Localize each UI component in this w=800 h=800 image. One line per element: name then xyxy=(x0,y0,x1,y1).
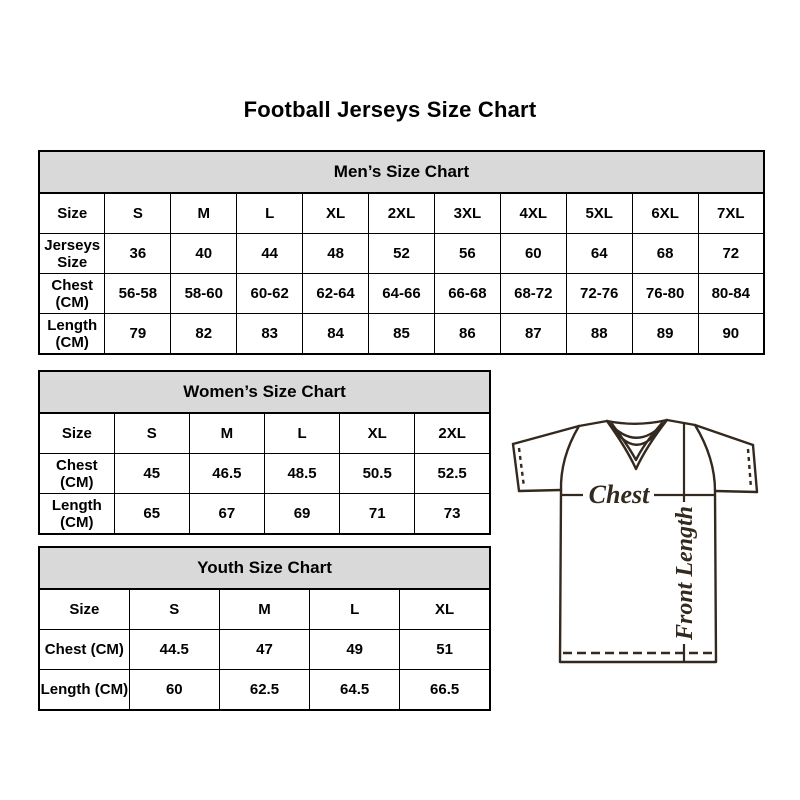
table-row xyxy=(39,630,490,670)
size-cell: XL xyxy=(400,589,490,630)
row-label: Chest (CM) xyxy=(39,630,129,670)
size-cell: 44 xyxy=(237,234,303,274)
size-cell: S xyxy=(114,413,189,454)
size-cell: 46.5 xyxy=(189,454,264,494)
size-cell: 72-76 xyxy=(566,274,632,314)
size-cell: 64.5 xyxy=(310,670,400,711)
front-length-measure-label: Front Length xyxy=(671,505,698,641)
size-cell: 36 xyxy=(105,234,171,274)
size-cell: 40 xyxy=(171,234,237,274)
row-label: Size xyxy=(39,413,114,454)
left-sleeve-top xyxy=(513,421,607,444)
right-cuff-stitch-line xyxy=(748,449,751,488)
size-cell: 66.5 xyxy=(400,670,490,711)
size-cell: 56 xyxy=(434,234,500,274)
row-label: Size xyxy=(39,589,129,630)
size-cell: M xyxy=(189,413,264,454)
size-cell: 3XL xyxy=(434,193,500,234)
left-armhole-seam xyxy=(561,426,579,491)
size-cell: 47 xyxy=(219,630,309,670)
size-cell: 62-64 xyxy=(303,274,369,314)
size-cell: 64 xyxy=(566,234,632,274)
size-cell: L xyxy=(264,413,339,454)
size-cell: S xyxy=(105,193,171,234)
size-cell: XL xyxy=(340,413,415,454)
size-cell: 72 xyxy=(698,234,764,274)
right-sleeve-top xyxy=(667,420,753,445)
size-cell: 67 xyxy=(189,494,264,535)
size-cell: 66-68 xyxy=(434,274,500,314)
jersey-measurement-diagram-icon xyxy=(505,413,770,670)
size-cell: 86 xyxy=(434,314,500,355)
men-table-title: Men’s Size Chart xyxy=(39,151,764,193)
mens-size-table xyxy=(38,150,765,355)
size-cell: 69 xyxy=(264,494,339,535)
row-label: Size xyxy=(39,193,105,234)
table-row xyxy=(39,454,490,494)
size-cell: 45 xyxy=(114,454,189,494)
size-cell: 48.5 xyxy=(264,454,339,494)
page-title: Football Jerseys Size Chart xyxy=(243,97,537,122)
size-cell: 50.5 xyxy=(340,454,415,494)
size-cell: 62.5 xyxy=(219,670,309,711)
size-cell: 87 xyxy=(500,314,566,355)
size-cell: 85 xyxy=(369,314,435,355)
table-row xyxy=(39,670,490,711)
size-cell: 84 xyxy=(303,314,369,355)
size-cell: 68 xyxy=(632,234,698,274)
size-cell: 60 xyxy=(500,234,566,274)
right-cuff-edge xyxy=(753,445,757,492)
right-armhole-seam xyxy=(695,425,715,491)
table-row xyxy=(39,274,764,314)
size-cell: 64-66 xyxy=(369,274,435,314)
size-cell: 60 xyxy=(129,670,219,711)
table-row xyxy=(39,494,490,535)
size-cell: L xyxy=(237,193,303,234)
chest-measure-label: Chest xyxy=(588,480,650,509)
size-cell: 52.5 xyxy=(415,454,490,494)
left-sleeve-bottom xyxy=(519,490,561,491)
women-table-header-row xyxy=(39,371,490,413)
size-cell: L xyxy=(310,589,400,630)
size-cell: 48 xyxy=(303,234,369,274)
table-row xyxy=(39,234,764,274)
row-label: Length (CM) xyxy=(39,494,114,535)
size-cell: 60-62 xyxy=(237,274,303,314)
left-cuff-stitch-line xyxy=(519,448,524,487)
size-cell: 88 xyxy=(566,314,632,355)
table-row xyxy=(39,589,490,630)
row-label: Chest (CM) xyxy=(39,454,114,494)
size-cell: S xyxy=(129,589,219,630)
size-cell: 2XL xyxy=(415,413,490,454)
size-cell: 89 xyxy=(632,314,698,355)
size-cell: XL xyxy=(303,193,369,234)
size-cell: 90 xyxy=(698,314,764,355)
youth-table-title: Youth Size Chart xyxy=(39,547,490,589)
left-cuff-edge xyxy=(513,444,519,491)
men-table-header-row xyxy=(39,151,764,193)
size-cell: 49 xyxy=(310,630,400,670)
size-cell: 83 xyxy=(237,314,303,355)
size-cell: 68-72 xyxy=(500,274,566,314)
row-label: Length (CM) xyxy=(39,314,105,355)
size-cell: 65 xyxy=(114,494,189,535)
size-cell: 52 xyxy=(369,234,435,274)
size-cell: 4XL xyxy=(500,193,566,234)
size-cell: 6XL xyxy=(632,193,698,234)
women-table-title: Women’s Size Chart xyxy=(39,371,490,413)
youth-table-header-row xyxy=(39,547,490,589)
size-cell: 82 xyxy=(171,314,237,355)
size-cell: 80-84 xyxy=(698,274,764,314)
size-cell: 76-80 xyxy=(632,274,698,314)
size-cell: M xyxy=(171,193,237,234)
size-cell: 2XL xyxy=(369,193,435,234)
size-cell: 7XL xyxy=(698,193,764,234)
table-row xyxy=(39,413,490,454)
size-cell: 79 xyxy=(105,314,171,355)
size-cell: 73 xyxy=(415,494,490,535)
size-cell: 51 xyxy=(400,630,490,670)
size-cell: 56-58 xyxy=(105,274,171,314)
row-label: Chest (CM) xyxy=(39,274,105,314)
youth-size-table xyxy=(38,546,491,711)
row-label: Length (CM) xyxy=(39,670,129,711)
table-row xyxy=(39,314,764,355)
womens-size-table xyxy=(38,370,491,535)
size-cell: M xyxy=(219,589,309,630)
size-cell: 5XL xyxy=(566,193,632,234)
row-label: Jerseys Size xyxy=(39,234,105,274)
collar-top-arc xyxy=(607,420,667,424)
right-sleeve-bottom xyxy=(715,491,757,492)
size-cell: 58-60 xyxy=(171,274,237,314)
table-row xyxy=(39,193,764,234)
size-cell: 71 xyxy=(340,494,415,535)
size-cell: 44.5 xyxy=(129,630,219,670)
